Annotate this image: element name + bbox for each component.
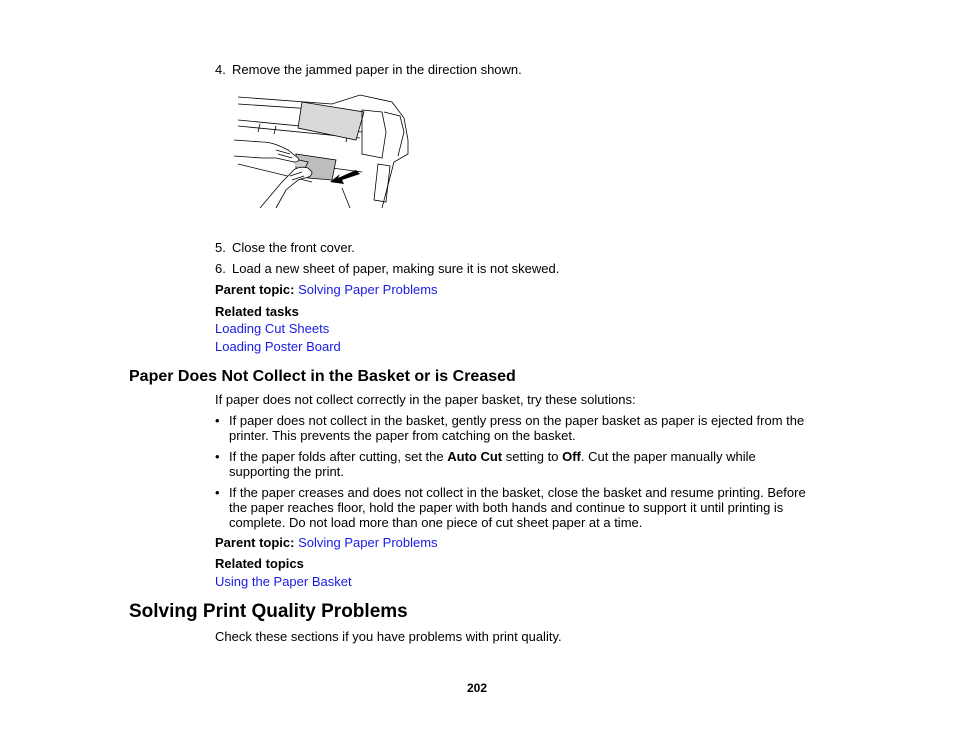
bullet-line: complete. Do not load more than one piece of cut sheet paper at a time.	[229, 515, 643, 530]
step-text: Remove the jammed paper in the direction shown.	[232, 62, 522, 77]
section-intro: Check these sections if you have problems with print quality.	[215, 629, 562, 644]
step-number: 6.	[215, 261, 226, 276]
bullet-line: printer. This prevents the paper from catching on the basket.	[229, 428, 576, 443]
section-intro: If paper does not collect correctly in the paper basket, try these solutions:	[215, 392, 636, 407]
bullet-marker: •	[215, 413, 220, 428]
bullet-line: the paper reaches floor, hold the paper with both hands and continue to support it until printing is	[229, 500, 784, 515]
parent-topic	[215, 535, 438, 550]
related-topics-heading: Related topics	[215, 556, 304, 571]
bullet-marker: •	[215, 485, 220, 500]
parent-topic-label: Parent topic:	[215, 535, 295, 550]
bullet-text-segment: . Cut the paper manually while	[580, 449, 756, 464]
auto-cut-setting: Auto Cut	[447, 449, 503, 464]
step-5	[215, 240, 355, 255]
step-number: 5.	[215, 240, 226, 255]
bullet-line	[229, 449, 829, 464]
parent-topic	[215, 282, 438, 297]
bullet-line: supporting the print.	[229, 464, 344, 479]
parent-topic-label: Parent topic:	[215, 282, 295, 297]
related-tasks-heading: Related tasks	[215, 304, 299, 319]
page-number: 202	[466, 681, 488, 695]
step-6	[215, 261, 559, 276]
step-text: Close the front cover.	[232, 240, 355, 255]
related-task-link[interactable]: Loading Cut Sheets	[215, 321, 330, 336]
off-value: Off	[562, 449, 581, 464]
bullet-line: If the paper creases and does not collect in the basket, close the basket and resume printing. Before	[229, 485, 806, 500]
parent-topic-link[interactable]: Solving Paper Problems	[298, 282, 438, 297]
bullet-text-segment: setting to	[502, 449, 563, 464]
bullet-line: If paper does not collect in the basket, gently press on the paper basket as paper is ejected from the	[229, 413, 805, 428]
section-heading: Solving Print Quality Problems	[129, 601, 408, 622]
bullet-marker: •	[215, 449, 220, 464]
step-4	[215, 62, 522, 77]
related-task-link[interactable]: Loading Poster Board	[215, 339, 341, 354]
section-heading: Paper Does Not Collect in the Basket or is Creased	[129, 368, 516, 385]
bullet-item	[229, 449, 829, 479]
related-topic-link[interactable]: Using the Paper Basket	[215, 574, 352, 589]
bullet-text-segment: If the paper folds after cutting, set the	[229, 449, 448, 464]
step-text: Load a new sheet of paper, making sure it is not skewed.	[232, 261, 560, 276]
parent-topic-link[interactable]: Solving Paper Problems	[298, 535, 438, 550]
bullet-item	[229, 485, 829, 530]
step-number: 4.	[215, 62, 226, 77]
paper-jam-illustration	[232, 92, 422, 210]
bullet-item	[229, 413, 829, 443]
